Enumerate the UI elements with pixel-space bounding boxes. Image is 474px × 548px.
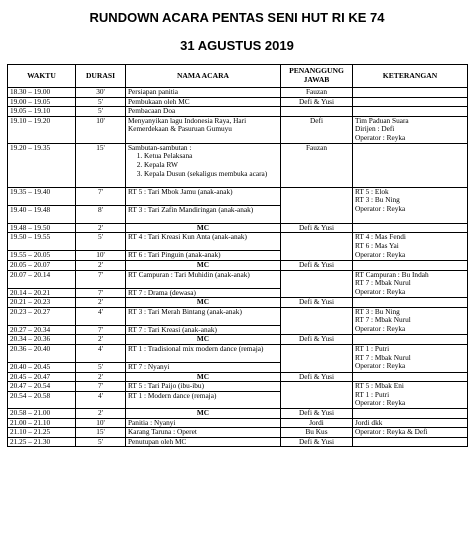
cell-durasi: 5' — [76, 437, 126, 447]
cell-keterangan — [353, 344, 468, 372]
table-row — [8, 408, 468, 418]
table-row — [8, 107, 468, 117]
cell-keterangan — [353, 88, 468, 98]
keterangan-line: RT 7 : Mbak Nurul — [355, 352, 411, 362]
cell-keterangan — [353, 418, 468, 428]
cell-durasi: 2' — [76, 372, 126, 382]
cell-nama-acara: Menyanyikan lagu Indonesia Raya, Hari Kemerdekaan & Pasuruan Gumuyu — [126, 116, 281, 143]
keterangan-line: Operator : Reyka — [355, 249, 406, 259]
cell-waktu: 18.30 – 19.00 — [8, 88, 76, 98]
cell-durasi: 15' — [76, 143, 126, 187]
cell-waktu: 19.20 – 19.35 — [8, 143, 76, 187]
cell-keterangan — [353, 187, 468, 223]
cell-keterangan — [353, 143, 468, 187]
cell-nama-acara: RT 6 : Tari Pinguin (anak-anak) — [126, 251, 281, 261]
cell-penanggung-jawab — [281, 270, 353, 298]
cell-keterangan — [353, 97, 468, 107]
document-title: RUNDOWN ACARA PENTAS SENI HUT RI KE 74 — [89, 10, 385, 25]
cell-durasi: 7' — [76, 325, 126, 335]
table-row — [8, 260, 468, 270]
cell-durasi: 7' — [76, 382, 126, 392]
cell-durasi: 4' — [76, 307, 126, 325]
cell-durasi: 2' — [76, 335, 126, 345]
cell-keterangan — [353, 107, 468, 117]
cell-durasi: 5' — [76, 362, 126, 372]
cell-waktu: 21.25 – 21.30 — [8, 437, 76, 447]
header-keterangan: KETERANGAN — [353, 65, 468, 88]
cell-nama-acara: Pembacaan Doa — [126, 107, 281, 117]
table-row — [8, 418, 468, 428]
cell-nama-acara: RT 5 : Tari Paijo (ibu-ibu) — [126, 382, 281, 392]
table-row — [8, 116, 468, 143]
cell-durasi: 10' — [76, 116, 126, 143]
cell-nama-acara: RT Campuran : Tari Muhidin (anak-anak) — [126, 270, 281, 288]
cell-nama-acara: MC — [126, 335, 281, 345]
cell-waktu: 20.58 – 21.00 — [8, 408, 76, 418]
cell-penanggung-jawab — [281, 344, 353, 372]
cell-waktu: 20.40 – 20.45 — [8, 362, 76, 372]
keterangan-line: Jordi dkk — [355, 418, 383, 427]
cell-nama-acara: MC — [126, 372, 281, 382]
cell-nama-acara: Pembukaan oleh MC — [126, 97, 281, 107]
cell-durasi: 4' — [76, 391, 126, 408]
cell-keterangan — [353, 116, 468, 143]
cell-waktu: 21.00 – 21.10 — [8, 418, 76, 428]
cell-nama-acara: RT 1 : Modern dance (remaja) — [126, 391, 281, 408]
cell-penanggung-jawab — [281, 382, 353, 409]
cell-nama-acara: RT 7 : Drama (dewasa) — [126, 288, 281, 298]
cell-waktu: 20.36 – 20.40 — [8, 344, 76, 362]
keterangan-line: Operator : Reyka — [355, 323, 406, 333]
event-date: 31 AGUSTUS 2019 — [180, 38, 294, 53]
cell-durasi: 7' — [76, 288, 126, 298]
cell-durasi: 2' — [76, 223, 126, 233]
cell-waktu: 20.45 – 20.47 — [8, 372, 76, 382]
keterangan-line: RT 4 : Mas Fendi — [355, 232, 406, 242]
cell-waktu: 20.05 – 20.07 — [8, 260, 76, 270]
cell-durasi: 2' — [76, 408, 126, 418]
agenda-heading: Sambutan-sambutan : — [128, 143, 192, 152]
cell-penanggung-jawab: Defi & Yusi — [281, 97, 353, 107]
keterangan-line: Tim Paduan Suara — [355, 116, 409, 125]
cell-waktu: 20.23 – 20.27 — [8, 307, 76, 325]
cell-durasi: 7' — [76, 187, 126, 205]
cell-nama-acara: RT 3 : Tari Merah Bintang (anak-anak) — [126, 307, 281, 325]
cell-penanggung-jawab: Fauzan — [281, 143, 353, 187]
cell-durasi: 10' — [76, 418, 126, 428]
cell-penanggung-jawab: Defi & Yusi — [281, 260, 353, 270]
cell-keterangan — [353, 372, 468, 382]
keterangan-line: RT 7 : Mbak Nurul — [355, 278, 411, 288]
cell-penanggung-jawab: Jordi — [281, 418, 353, 428]
keterangan-line: RT 6 : Mas Yai — [355, 240, 399, 250]
keterangan-line: Operator : Reyka — [355, 203, 406, 213]
cell-nama-acara: MC — [126, 408, 281, 418]
cell-nama-acara: RT 5 : Tari Mbok Jamu (anak-anak) — [126, 187, 281, 205]
cell-nama-acara: Persiapan panitia — [126, 88, 281, 98]
header-waktu: WAKTU — [8, 65, 76, 88]
cell-nama-acara: RT 4 : Tari Kreasi Kun Anta (anak-anak) — [126, 233, 281, 251]
cell-penanggung-jawab: Bu Kus — [281, 428, 353, 438]
speech-item: 3. Kepala Dusun (sekaligus membuka acara) — [144, 170, 278, 179]
cell-durasi: 2' — [76, 260, 126, 270]
keterangan-line: RT 1 : Putri — [355, 389, 390, 399]
cell-waktu: 21.10 – 21.25 — [8, 428, 76, 438]
cell-keterangan — [353, 382, 468, 409]
cell-nama-acara: RT 1 : Tradisional mix modern dance (remaja) — [126, 344, 281, 362]
cell-durasi: 5' — [76, 233, 126, 251]
header-nama-acara: NAMA ACARA — [126, 65, 281, 88]
keterangan-line: Operator : Reyka & Defi — [355, 427, 428, 437]
cell-keterangan — [353, 260, 468, 270]
keterangan-line: Operator : Reyka — [355, 132, 406, 142]
cell-durasi: 4' — [76, 344, 126, 362]
table-row — [8, 270, 468, 288]
table-row — [8, 88, 468, 98]
cell-waktu: 19.50 – 19.55 — [8, 233, 76, 251]
table-row — [8, 298, 468, 308]
cell-waktu: 19.55 – 20.05 — [8, 251, 76, 261]
cell-nama-acara: MC — [126, 298, 281, 308]
cell-penanggung-jawab — [281, 233, 353, 261]
table-row — [8, 233, 468, 251]
cell-nama-acara — [126, 143, 281, 187]
cell-penanggung-jawab: Defi & Yusi — [281, 223, 353, 233]
cell-nama-acara: RT 7 : Nyanyi — [126, 362, 281, 372]
cell-durasi: 5' — [76, 107, 126, 117]
cell-penanggung-jawab: Defi & Yusi — [281, 408, 353, 418]
cell-nama-acara: Panitia : Nyanyi — [126, 418, 281, 428]
cell-durasi: 5' — [76, 97, 126, 107]
cell-waktu: 19.48 – 19.50 — [8, 223, 76, 233]
table-row — [8, 372, 468, 382]
speech-list — [128, 152, 278, 178]
cell-keterangan — [353, 298, 468, 308]
keterangan-line: RT 7 : Mbak Nurul — [355, 315, 411, 325]
cell-penanggung-jawab: Defi & Yusi — [281, 335, 353, 345]
table-row — [8, 97, 468, 107]
keterangan-line: Operator : Reyka — [355, 361, 406, 371]
speech-item: 2. Kepala RW — [144, 161, 278, 170]
cell-nama-acara: MC — [126, 223, 281, 233]
cell-nama-acara: Penutupan oleh MC — [126, 437, 281, 447]
rundown-table — [7, 64, 468, 447]
cell-keterangan — [353, 307, 468, 335]
table-row — [8, 382, 468, 392]
table-row — [8, 335, 468, 345]
cell-waktu: 20.07 – 20.14 — [8, 270, 76, 288]
cell-keterangan — [353, 428, 468, 438]
cell-penanggung-jawab: Fauzan — [281, 88, 353, 98]
cell-waktu: 20.34 – 20.36 — [8, 335, 76, 345]
cell-waktu: 20.47 – 20.54 — [8, 382, 76, 392]
keterangan-line: RT 3 : Bu Ning — [355, 307, 400, 316]
speech-item: 1. Ketua Pelaksana — [144, 152, 278, 161]
table-row — [8, 187, 468, 205]
keterangan-line: RT 3 : Bu Ning — [355, 195, 400, 205]
table-row — [8, 428, 468, 438]
cell-keterangan — [353, 233, 468, 261]
cell-nama-acara: MC — [126, 260, 281, 270]
cell-durasi: 15' — [76, 428, 126, 438]
header-penanggung-jawab: PENANGGUNG JAWAB — [281, 65, 353, 88]
keterangan-line: RT 1 : Putri — [355, 344, 390, 353]
cell-durasi: 8' — [76, 205, 126, 223]
cell-waktu: 19.10 – 19.20 — [8, 116, 76, 143]
header-durasi: DURASI — [76, 65, 126, 88]
cell-nama-acara: RT 7 : Tari Kreasi (anak-anak) — [126, 325, 281, 335]
cell-waktu: 19.40 – 19.48 — [8, 205, 76, 223]
keterangan-line: RT 5 : Elok — [355, 187, 389, 196]
cell-keterangan — [353, 270, 468, 298]
keterangan-line: RT 5 : Mbak Eni — [355, 381, 404, 391]
keterangan-line: Operator : Reyka — [355, 286, 406, 296]
cell-durasi: 30' — [76, 88, 126, 98]
keterangan-line: Dirijen : Defi — [355, 124, 395, 134]
cell-keterangan — [353, 335, 468, 345]
cell-durasi: 7' — [76, 270, 126, 288]
keterangan-line: RT Campuran : Bu Indah — [355, 270, 429, 279]
cell-nama-acara: RT 3 : Tari Zafin Mandiringan (anak-anak) — [126, 205, 281, 223]
cell-penanggung-jawab: Defi & Yusi — [281, 372, 353, 382]
cell-keterangan — [353, 437, 468, 447]
cell-penanggung-jawab: Defi & Yusi — [281, 437, 353, 447]
table-row — [8, 344, 468, 362]
cell-durasi: 2' — [76, 298, 126, 308]
cell-penanggung-jawab — [281, 187, 353, 223]
cell-durasi: 10' — [76, 251, 126, 261]
keterangan-line: Operator : Reyka — [355, 398, 406, 408]
table-row — [8, 307, 468, 325]
cell-penanggung-jawab: Defi — [281, 116, 353, 143]
cell-waktu: 20.27 – 20.34 — [8, 325, 76, 335]
cell-keterangan — [353, 408, 468, 418]
cell-penanggung-jawab — [281, 307, 353, 335]
cell-keterangan — [353, 223, 468, 233]
table-row — [8, 223, 468, 233]
cell-waktu: 20.14 – 20.21 — [8, 288, 76, 298]
table-row — [8, 143, 468, 187]
cell-waktu: 19.05 – 19.10 — [8, 107, 76, 117]
cell-nama-acara: Karang Taruna : Operet — [126, 428, 281, 438]
cell-waktu: 19.00 – 19.05 — [8, 97, 76, 107]
table-header-row — [8, 65, 468, 88]
cell-penanggung-jawab — [281, 107, 353, 117]
cell-waktu: 20.21 – 20.23 — [8, 298, 76, 308]
table-row — [8, 437, 468, 447]
cell-waktu: 20.54 – 20.58 — [8, 391, 76, 408]
cell-penanggung-jawab: Defi & Yusi — [281, 298, 353, 308]
cell-waktu: 19.35 – 19.40 — [8, 187, 76, 205]
